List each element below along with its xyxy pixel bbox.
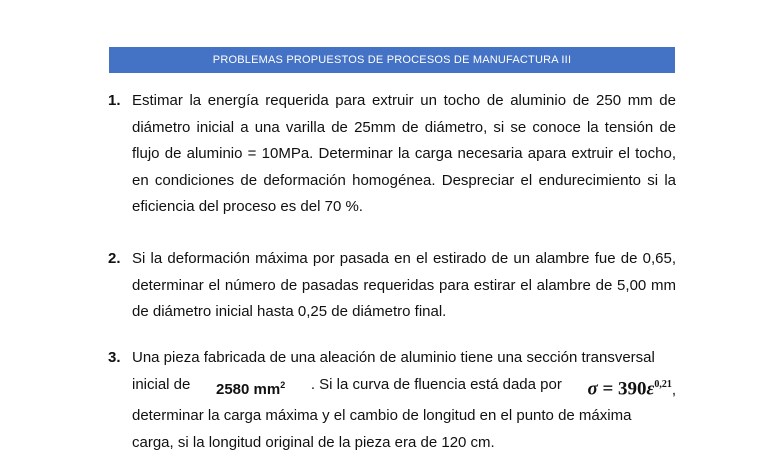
- problem-1: [108, 88, 676, 221]
- problem-text-segment: carga, si la longitud original de la pieza era de 120 cm.: [132, 433, 495, 451]
- flow-curve-equation: $\sigma = 390\varepsilon^{0,21}$,: [587, 377, 676, 399]
- problem-text: Si la deformación máxima por pasada en el estirado de un alambre fue de 0,65, determinar el número de pasadas requeridas para estirar el alambre de 5,00 mm de diámetro inicial hasta 0,25 de diámetro final.: [132, 250, 676, 320]
- problem-line: [132, 403, 676, 430]
- problem-text-segment: determinar la carga máxima y el cambio de longitud en el punto de máxima: [132, 407, 632, 425]
- problem-text-segment: inicial de: [132, 375, 191, 393]
- problem-number: 1.: [108, 92, 121, 109]
- area-exponent: 2: [280, 379, 286, 390]
- problem-number: 3.: [108, 349, 121, 366]
- problem-2: [108, 246, 676, 326]
- problem-3: [108, 345, 676, 456]
- problem-text: Estimar la energía requerida para extruir un tocho de aluminio de 250 mm de diámetro inicial a una varilla de 25mm de diámetro, si se conoce la tensión de flujo de aluminio = 10MPa. Determinar la carga necesaria apara extruir el tocho, en condiciones de deformación homogénea. Despreciar el endurecimiento si la eficiencia del proceso es del 70 %.: [132, 92, 676, 215]
- document-title: PROBLEMAS PROPUESTOS DE PROCESOS DE MANUFACTURA III: [212, 54, 572, 66]
- problem-line: [132, 430, 676, 456]
- problem-number: 2.: [108, 250, 121, 267]
- document-header-banner: [109, 47, 675, 73]
- problem-text-segment: . Si la curva de fluencia está dada por: [310, 375, 562, 393]
- problem-text: [132, 345, 676, 456]
- problem-text-segment: Una pieza fabricada de una aleación de aluminio tiene una sección transversal: [132, 349, 655, 366]
- problem-line: [132, 345, 676, 372]
- area-value: 2580 $mm^2$: [215, 379, 286, 398]
- problem-line: [132, 372, 676, 404]
